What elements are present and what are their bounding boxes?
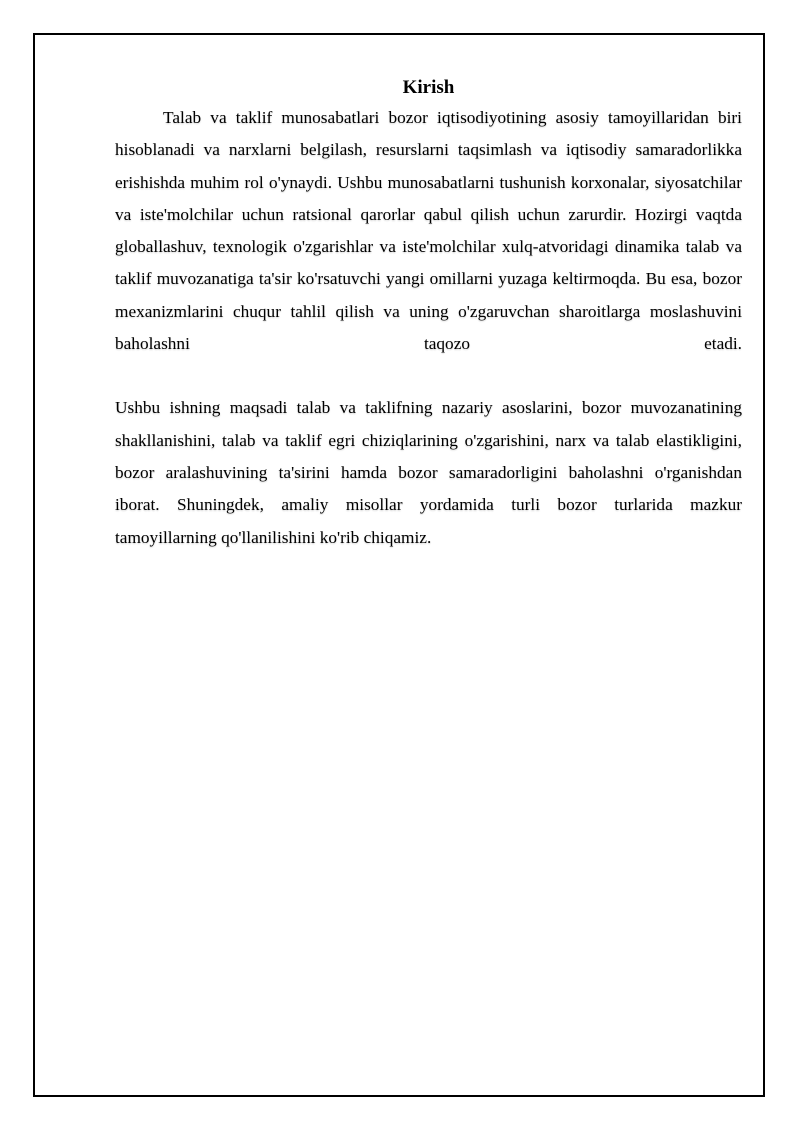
paragraph-intro: Talab va taklif munosabatlari bozor iqtisodiyotining asosiy tamoyillaridan biri hisoblanadi va narxlarni belgilash, resurslarni taqsimlash va iqtisodiy samaradorlikka erishishda muhim rol o'ynaydi. Ushbu munosabatlarni tushunish korxonalar, siyosatchilar va iste'molchilar uchun ratsional qarorlar qabul qilish uchun zarurdir. Hozirgi vaqtda globallashuv, texnologik o'zgarishlar va iste'molchilar xulq-atvoridagi dinamika talab va taklif muvozanatiga ta'sir ko'rsatuvchi yangi omillarni yuzaga keltirmoqda. Bu esa, bozor mexanizmlarini chuqur tahlil qilish va uning o'zgaruvchan sharoitlarga moslashuvini baholashni taqozo etadi. xyxy=(115,108,742,354)
document-title: Kirish xyxy=(402,77,455,98)
document-body xyxy=(115,74,742,554)
paragraph-spacer xyxy=(115,360,742,392)
paragraph-aim: Ushbu ishning maqsadi talab va taklifning nazariy asoslarini, bozor muvozanatining shakllanishini, talab va taklif egri chiziqlarining o'zgarishini, narx va talab elastikligini, bozor aralashuvining ta'sirini hamda bozor samaradorligini baholashni o'rganishdan iborat. Shuningdek, amaliy misollar yordamida turli bozor turlarida mazkur tamoyillarning qo'llanilishini ko'rib chiqamiz. xyxy=(115,398,742,547)
